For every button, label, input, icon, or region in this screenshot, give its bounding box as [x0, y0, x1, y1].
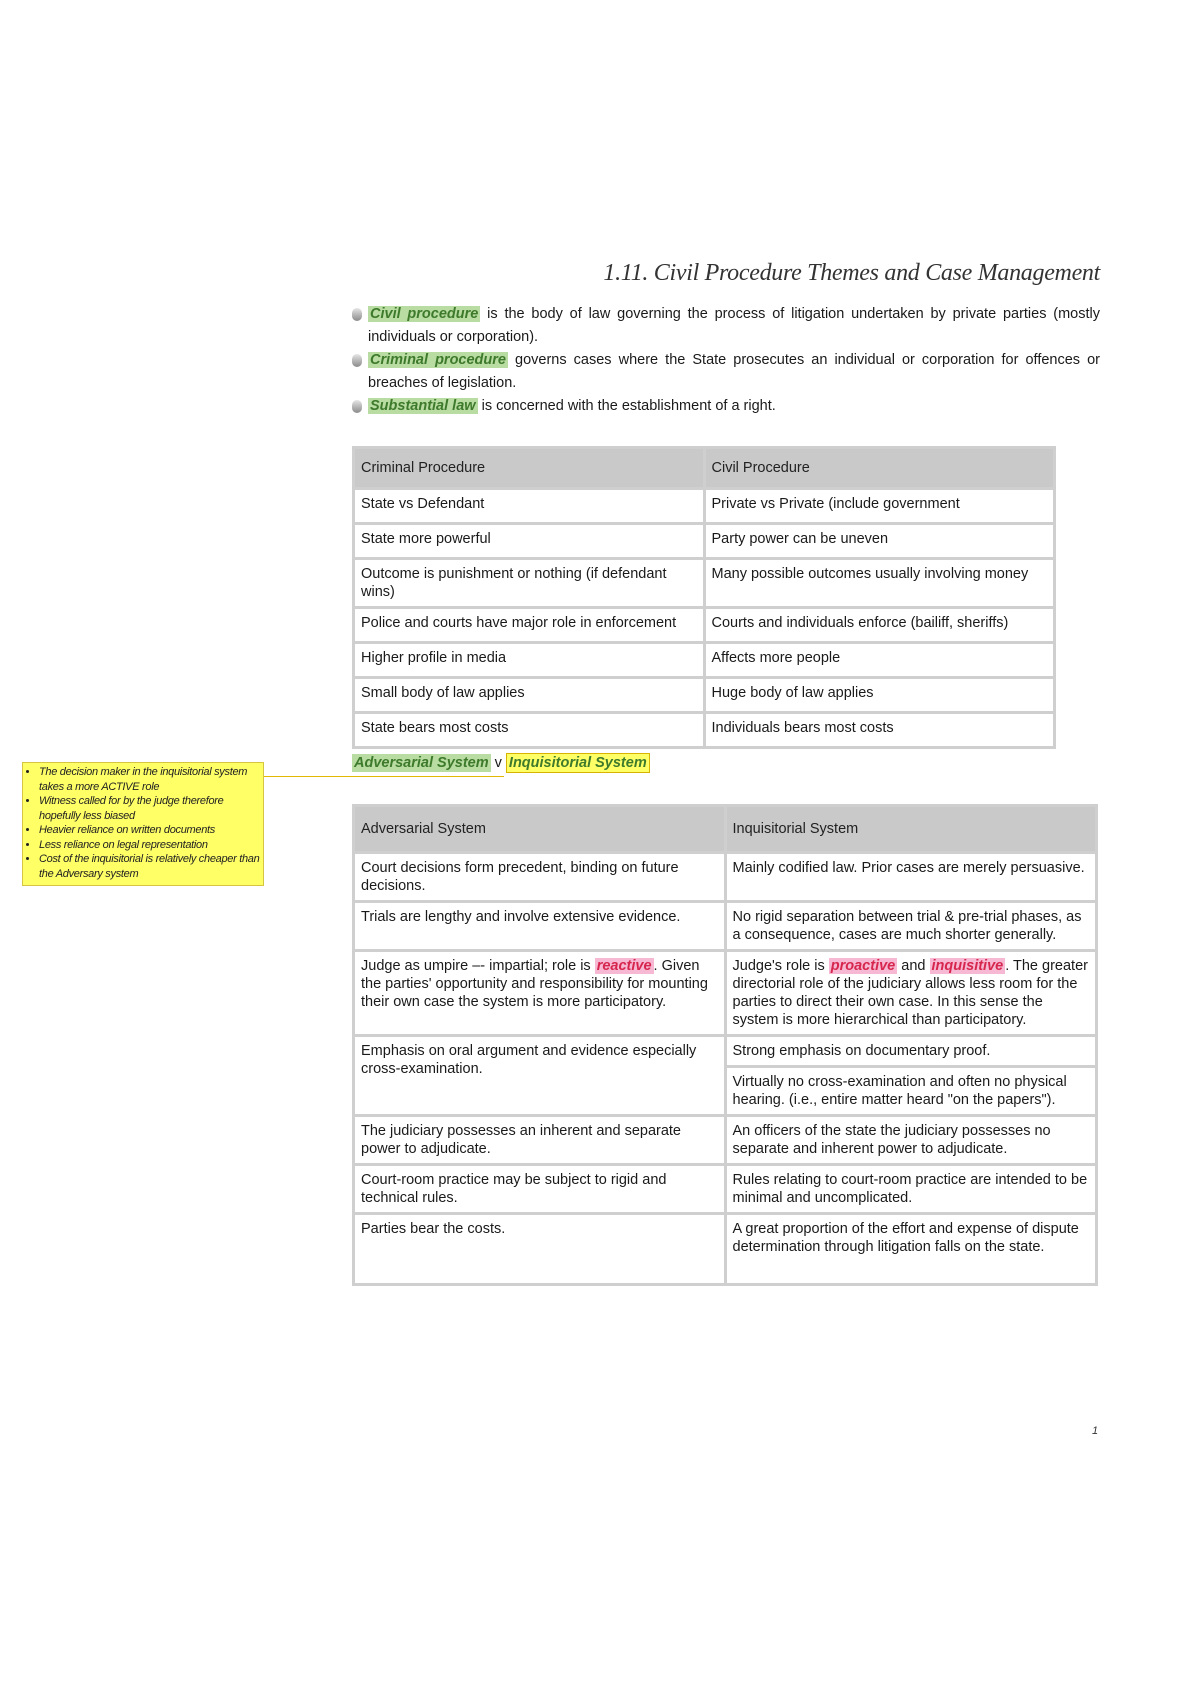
- table-row: [355, 644, 1053, 676]
- cell-text: Judge's role is: [732, 958, 829, 974]
- table-cell: State vs Defendant: [355, 490, 703, 522]
- table-cell: Rules relating to court-room practice are intended to be minimal and uncomplicated.: [727, 1166, 1096, 1212]
- table-cell: Party power can be uneven: [706, 525, 1054, 557]
- table-header: Adversarial System: [355, 807, 724, 851]
- table-cell: Many possible outcomes usually involving money: [706, 560, 1054, 606]
- table-cell: No rigid separation between trial & pre-trial phases, as a consequence, cases are much shorter generally.: [727, 903, 1096, 949]
- table-cell: State more powerful: [355, 525, 703, 557]
- table-row: [355, 609, 1053, 641]
- table-header-row: [355, 449, 1053, 487]
- table-cell: Affects more people: [706, 644, 1054, 676]
- table-row: [355, 854, 1095, 900]
- table-row: [355, 679, 1053, 711]
- bullet-icon: [352, 308, 362, 321]
- table-cell: Outcome is punishment or nothing (if defendant wins): [355, 560, 703, 606]
- table-cell: Police and courts have major role in enforcement: [355, 609, 703, 641]
- note-item: • Witness called for by the judge therefore hopefully less biased: [39, 794, 261, 823]
- definition-text: governs cases where the State prosecutes an individual or corporation for offences or breaches of legislation.: [368, 352, 1100, 391]
- adversarial-term: Adversarial System: [354, 755, 489, 771]
- table-row: [355, 952, 1095, 1034]
- table-row: [355, 490, 1053, 522]
- table-row: [355, 714, 1053, 746]
- highlight-reactive: reactive: [596, 958, 652, 974]
- note-item: • Heavier reliance on written documents: [39, 823, 261, 838]
- table-header-row: [355, 807, 1095, 851]
- highlight-proactive: proactive: [830, 958, 896, 974]
- sticky-note-comment[interactable]: [22, 762, 264, 886]
- cell-text: and: [897, 958, 930, 974]
- table-cell: [355, 952, 724, 1034]
- definition-text: is the body of law governing the process of litigation undertaken by private parties (mostly individuals or corporation).: [368, 306, 1100, 345]
- highlight-inquisitive: inquisitive: [931, 958, 1004, 974]
- table-cell: Trials are lengthy and involve extensive evidence.: [355, 903, 724, 949]
- note-item: • Less reliance on legal representation: [39, 838, 261, 853]
- bullet-icon: [352, 400, 362, 413]
- bullet-icon: [352, 354, 362, 367]
- table-cell: Emphasis on oral argument and evidence especially cross-examination.: [355, 1037, 724, 1114]
- systems-comparison-table: [352, 804, 1098, 1286]
- table-cell: Individuals bears most costs: [706, 714, 1054, 746]
- table-cell: Virtually no cross-examination and often no physical hearing. (i.e., entire matter heard "on the papers").: [727, 1068, 1096, 1114]
- versus-separator: v: [494, 755, 502, 771]
- definition-text: is concerned with the establishment of a right.: [477, 398, 776, 414]
- table-cell: Small body of law applies: [355, 679, 703, 711]
- procedure-comparison-table: [352, 446, 1056, 749]
- table-row: [355, 560, 1053, 606]
- table-cell: Huge body of law applies: [706, 679, 1054, 711]
- table-header: Inquisitorial System: [727, 807, 1096, 851]
- table-cell: Private vs Private (include government: [706, 490, 1054, 522]
- page-number: 1: [1092, 1425, 1099, 1437]
- table-cell: Court decisions form precedent, binding on future decisions.: [355, 854, 724, 900]
- definition-item: [352, 395, 1100, 418]
- note-item: • Cost of the inquisitorial is relatively cheaper than the Adversary system: [39, 852, 261, 881]
- inquisitorial-term[interactable]: Inquisitorial System: [506, 753, 650, 773]
- table-cell: Mainly codified law. Prior cases are merely persuasive.: [727, 854, 1096, 900]
- term-highlight: Substantial law: [370, 398, 476, 414]
- table-cell: An officers of the state the judiciary possesses no separate and inherent power to adjudicate.: [727, 1117, 1096, 1163]
- cell-text: Judge as umpire –- impartial; role is: [361, 958, 595, 974]
- cell-text: . The greater directorial role of the judiciary allows less room for the parties to direct their own case. In this sense the system is more hierarchical than participatory.: [732, 958, 1088, 1028]
- table-row: [355, 1037, 1095, 1065]
- table-cell: Court-room practice may be subject to rigid and technical rules.: [355, 1166, 724, 1212]
- note-item: • The decision maker in the inquisitorial system takes a more ACTIVE role: [39, 765, 261, 794]
- systems-heading: [352, 755, 650, 771]
- table-cell: The judiciary possesses an inherent and separate power to adjudicate.: [355, 1117, 724, 1163]
- table-cell: Parties bear the costs.: [355, 1215, 724, 1283]
- table-header: Criminal Procedure: [355, 449, 703, 487]
- definition-item: [352, 303, 1100, 349]
- table-cell: Strong emphasis on documentary proof.: [727, 1037, 1096, 1065]
- comment-connector-line: [264, 776, 504, 777]
- table-cell: [727, 952, 1096, 1034]
- term-highlight: Civil procedure: [370, 306, 479, 322]
- table-cell: Courts and individuals enforce (bailiff, sheriffs): [706, 609, 1054, 641]
- table-cell: A great proportion of the effort and expense of dispute determination through litigation falls on the state.: [727, 1215, 1096, 1283]
- table-row: [355, 903, 1095, 949]
- table-row: [355, 525, 1053, 557]
- table-cell: Higher profile in media: [355, 644, 703, 676]
- page-title: 1.11. Civil Procedure Themes and Case Management: [603, 260, 1100, 286]
- definition-list: [352, 303, 1100, 418]
- term-highlight: Criminal procedure: [370, 352, 506, 368]
- table-row: [355, 1215, 1095, 1283]
- note-list: [27, 765, 261, 881]
- table-row: [355, 1117, 1095, 1163]
- table-cell: State bears most costs: [355, 714, 703, 746]
- table-header: Civil Procedure: [706, 449, 1054, 487]
- definition-item: [352, 349, 1100, 395]
- table-row: [355, 1166, 1095, 1212]
- cell-text: . Given the parties' opportunity and responsibility for mounting their own case the system is more participatory.: [361, 958, 708, 1010]
